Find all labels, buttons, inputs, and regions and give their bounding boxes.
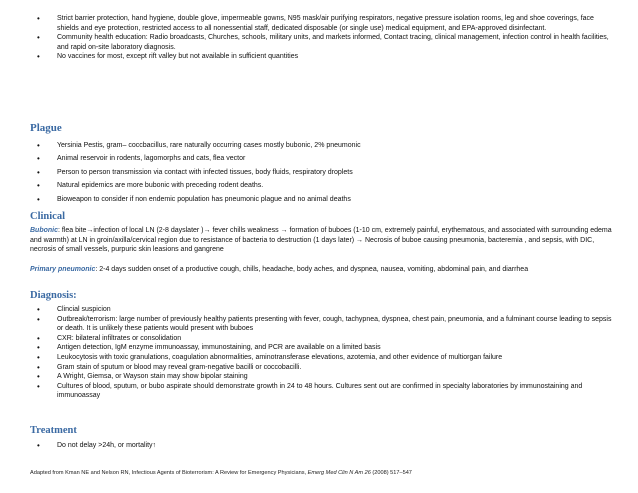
list-item: • Community health education: Radio broadcasts, Churches, schools, military units, and markets informed, Contact tracing, clinical management, infection control in health facilities, and rapid on-site laboratory diagnosis. — [0, 33, 638, 52]
pneumonic-label: Primary pneumonic — [30, 266, 96, 273]
treatment-heading: Treatment — [30, 425, 77, 436]
citation-prefix: Adapted from Kman NE and Nelson RN, Infectious Agents of Bioterrorism: A Review for Emergency Physicians, — [30, 470, 308, 476]
list-item: • Animal reservoir in rodents, lagomorphs and cats, flea vector — [0, 152, 638, 165]
infection-control-list — [0, 14, 638, 62]
citation-suffix: (2008) 517–547 — [370, 470, 412, 476]
list-item: • A Wright, Giemsa, or Wayson stain may show bipolar staining — [0, 372, 638, 382]
pneumonic-text: : 2-4 days sudden onset of a productive cough, chills, headache, body aches, and dyspnea, nausea, vomiting, abdominal pain, and diarrhea — [95, 266, 529, 273]
bubonic-text: : flea bite→infection of local LN (2-8 dayslater )→ fever chills weakness → formation of buboes (1-10 cm, extremely painful, erythematous, and associated with surrounding edema and warmth) at LN in groin/axilla/cervical region due to resistance of bacteria to destruction (1 days later) → Necrosis of buboe causing pneumonia, bacteremia , and sepsis, with DIC, necrosis of small vessels, purpuric skin leasions and gangrene — [30, 227, 612, 254]
list-item: • Clincial suspicion — [0, 305, 638, 315]
diagnosis-heading: Diagnosis: — [30, 290, 77, 301]
list-item: • Bioweapon to consider if non endemic population has pneumonic plague and no animal deaths — [0, 193, 638, 206]
list-item: • Yersinia Pestis, gram– coccbacillus, rare naturally occurring cases mostly bubonic, 2% pneumonic — [0, 139, 638, 152]
pneumonic-paragraph — [30, 265, 616, 275]
citation-footer — [30, 469, 620, 479]
list-item: • Antigen detection, IgM enzyme immunoassay, immunostaining, and PCR are available on a limited basis — [0, 343, 638, 353]
plague-list — [0, 139, 638, 206]
plague-heading: Plague — [30, 122, 62, 134]
list-item: • Natural epidemics are more bubonic with preceding rodent deaths. — [0, 179, 638, 192]
list-item: • Outbreak/terrorism: large number of previously healthy patients presenting with fever, cough, tachypnea, dyspnea, chest pain, pneumonia, and a fulminant course leading to sepsis or death. It is unlikely these patients would present with buboes — [0, 315, 638, 334]
list-item: • Strict barrier protection, hand hygiene, double glove, impermeable gowns, N95 mask/air purifying respirators, negative pressure isolation rooms, leg and shoe coverings, face shields and eye protection, restricted access to all nonessential staff, dedicated disposable (or single use) medical equipment, and EPA-approved disinfectant. — [0, 14, 638, 33]
citation-journal: Emerg Med Clin N Am 26 — [307, 470, 371, 476]
treatment-list — [0, 441, 638, 451]
list-item: • Leukocytosis with toxic granulations, coagulation abnormalities, aminotransferase elevations, azotemia, and other evidence of multiorgan failure — [0, 353, 638, 363]
bubonic-label: Bubonic — [30, 227, 58, 234]
bubonic-paragraph — [30, 226, 616, 255]
list-item: • CXR: bilateral infiltrates or consolidation — [0, 334, 638, 344]
list-item: • Cultures of blood, sputum, or bubo aspirate should demonstrate growth in 24 to 48 hours. Cultures sent out are confirmed in specialty laboratories by immunostaining and immunoassay — [0, 382, 638, 401]
list-item: • No vaccines for most, except rift valley but not available in sufficient quantities — [0, 52, 638, 62]
list-item: • Gram stain of sputum or blood may reveal gram-negative bacilli or coccobacilli. — [0, 363, 638, 373]
list-item: • Person to person transmission via contact with infected tissues, body fluids, respiratory droplets — [0, 166, 638, 179]
list-item: • Do not delay >24h, or mortality↑ — [0, 441, 638, 451]
diagnosis-list — [0, 305, 638, 401]
clinical-heading: Clinical — [30, 211, 66, 222]
